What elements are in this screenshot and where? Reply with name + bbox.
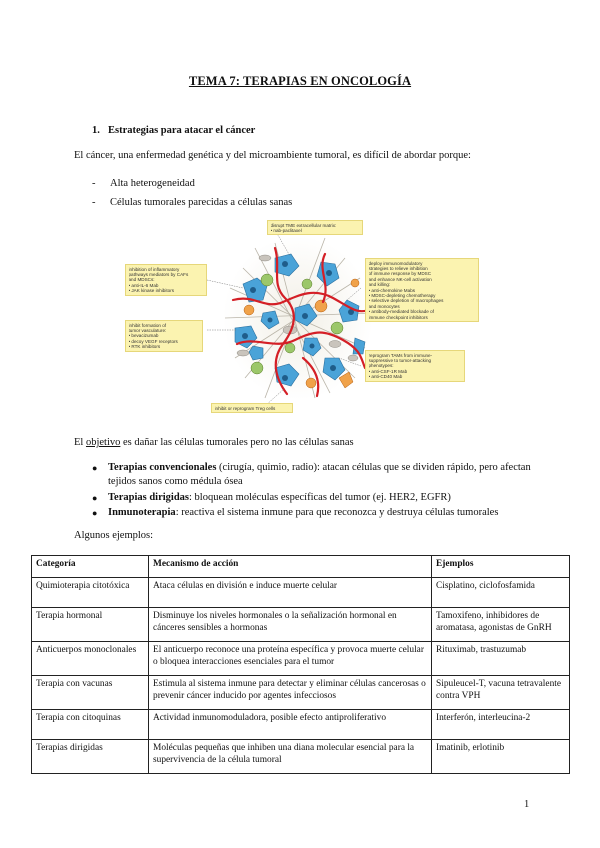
callout-inflammatory-pathways: inhibition of inflammatory pathways mediators by CAFs and MDSCs: • anti-IL-6 Mab • JAK kinase inhibitors bbox=[125, 264, 207, 296]
section-heading bbox=[92, 125, 255, 136]
list-item: ● Terapias convencionales (cirugía, quimio, radio): atacan células que se dividen rápido, pero afectan tejidos sanos como médula ósea bbox=[92, 462, 531, 487]
callout-immunomodulatory: deploy immunomodulatory strategies to relieve inhibition of immune response by MDSC and enhance NK-cell activation and killing: • anti-chemokine Mabs • MDSC-depleting chemotherapy • selective depletion of macrophages and monocytes • antibody-mediated blockade of immune checkpoint inhibitors bbox=[365, 258, 479, 322]
objective-paragraph: El objetivo es dañar las células tumorales pero no las células sanas bbox=[74, 437, 354, 448]
list-item: ● Inmunoterapia: reactiva el sistema inmune para que reconozca y destruya células tumorales bbox=[92, 507, 499, 518]
callout-reprogram-tams: reprogram TAMs from immune- suppressive to tumor-attacking phenotypes: • anti-CSF-1R Mab • anti-CD40 Mab bbox=[365, 350, 465, 382]
tumor-microenvironment-figure bbox=[125, 218, 481, 420]
reasons-list bbox=[92, 174, 292, 212]
page-number: 1 bbox=[524, 799, 530, 810]
table-row: Terapia hormonal Disminuye los niveles hormonales o la señalización hormonal en cánceres sensibles a hormonas Tamoxifeno, inhibidores de aromatasa, agonistas de GnRH bbox=[32, 608, 570, 642]
table-row: Terapias dirigidas Moléculas pequeñas que inhiben una diana molecular esencial para la supervivencia de la célula tumoral Imatinib, erlotinib bbox=[32, 740, 570, 774]
list-item: - Alta heterogeneidad bbox=[92, 178, 195, 189]
callout-extracellular-matrix: disrupt TME extracellular matrix: • nab-paclitaxel bbox=[267, 220, 363, 235]
list-item: ● Terapias dirigidas: bloquean moléculas específicas del tumor (ej. HER2, EGFR) bbox=[92, 491, 451, 503]
objective-keyword: objetivo bbox=[85, 437, 121, 448]
page-title: TEMA 7: TERAPIAS EN ONCOLOGÍA bbox=[188, 74, 412, 88]
callout-tumor-vasculature: inhibit formation of tumor vasculature: • bevacizumab • decoy VEGF receptors • RTK inhibitors bbox=[125, 320, 203, 352]
table-row: Terapia con vacunas Estimula al sistema inmune para detectar y eliminar células cancerosas o prevenir cáncer inducido por agentes infecciosos Sipuleucel-T, vacuna tetravalente contra VPH bbox=[32, 676, 570, 710]
examples-intro: Algunos ejemplos: bbox=[74, 530, 154, 541]
table-row: Anticuerpos monoclonales El anticuerpo reconoce una proteína específica y provoca muerte celular o bloquea interacciones esenciales para el tumor Rituximab, trastuzumab bbox=[32, 642, 570, 676]
column-header: Categoría bbox=[32, 556, 149, 578]
table-header-row bbox=[32, 556, 570, 578]
list-item: - Células tumorales parecidas a células sanas bbox=[92, 197, 293, 208]
table-row: Quimioterapia citotóxica Ataca células en división e induce muerte celular Cisplatino, ciclofosfamida bbox=[32, 578, 570, 608]
intro-paragraph: El cáncer, una enfermedad genética y del microambiente tumoral, es difícil de abordar porque: bbox=[74, 150, 471, 161]
examples-table bbox=[31, 555, 570, 774]
section-number: 1. bbox=[92, 125, 100, 136]
section-heading-text: Estrategias para atacar el cáncer bbox=[108, 125, 256, 136]
strategies-list bbox=[92, 461, 532, 522]
column-header: Mecanismo de acción bbox=[149, 556, 432, 578]
table-row: Terapia con citoquinas Actividad inmunomoduladora, posible efecto antiproliferativo Interferón, interleucina-2 bbox=[32, 710, 570, 740]
column-header: Ejemplos bbox=[432, 556, 570, 578]
callout-treg-cells: inhibit or reprogram Treg cells bbox=[211, 403, 293, 413]
